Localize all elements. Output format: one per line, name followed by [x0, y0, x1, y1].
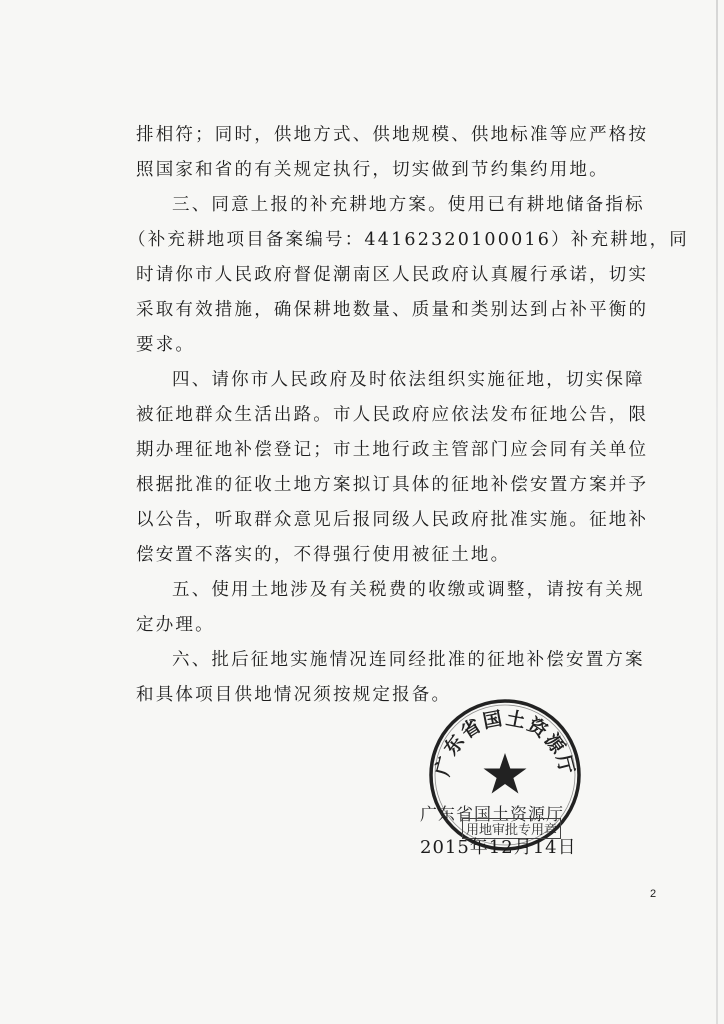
body-line: 被征地群众生活出路。市人民政府应依法发布征地公告，限	[136, 405, 649, 425]
scan-edge-line	[716, 0, 718, 1024]
signature-organization: 广东省国土资源厅	[420, 805, 564, 825]
page-number: 2	[650, 888, 657, 900]
body-line: 定办理。	[136, 615, 215, 635]
signature-stamp-label: 用地审批专用章	[462, 818, 561, 839]
signature-date: 2015年12月14日	[420, 837, 577, 858]
svg-text:广东省国土资源厅: 广东省国土资源厅	[431, 707, 579, 779]
body-line: 四、请你市人民政府及时依法组织实施征地，切实保障	[172, 370, 645, 390]
body-line: 根据批准的征收土地方案拟订具体的征地补偿安置方案并予	[136, 475, 649, 495]
body-line: 五、使用土地涉及有关税费的收缴或调整，请按有关规	[172, 580, 645, 600]
body-line: 偿安置不落实的，不得强行使用被征土地。	[136, 545, 511, 565]
body-line: 照国家和省的有关规定执行，切实做到节约集约用地。	[136, 160, 609, 180]
body-line: 和具体项目供地情况须按规定报备。	[136, 685, 452, 705]
body-line: 排相符；同时，供地方式、供地规模、供地标准等应严格按	[136, 125, 649, 145]
body-line: （补充耕地项目备案编号：44162320100016）补充耕地，同	[128, 230, 689, 250]
body-line: 以公告，听取群众意见后报同级人民政府批准实施。征地补	[136, 510, 649, 530]
body-line: 采取有效措施，确保耕地数量、质量和类别达到占补平衡的	[136, 300, 649, 320]
body-line: 六、批后征地实施情况连同经批准的征地补偿安置方案	[172, 650, 645, 670]
body-line: 三、同意上报的补充耕地方案。使用已有耕地储备指标	[172, 195, 645, 215]
body-line: 期办理征地补偿登记；市土地行政主管部门应会同有关单位	[136, 440, 649, 460]
body-line: 时请你市人民政府督促潮南区人民政府认真履行承诺，切实	[136, 265, 649, 285]
body-line: 要求。	[136, 335, 196, 355]
